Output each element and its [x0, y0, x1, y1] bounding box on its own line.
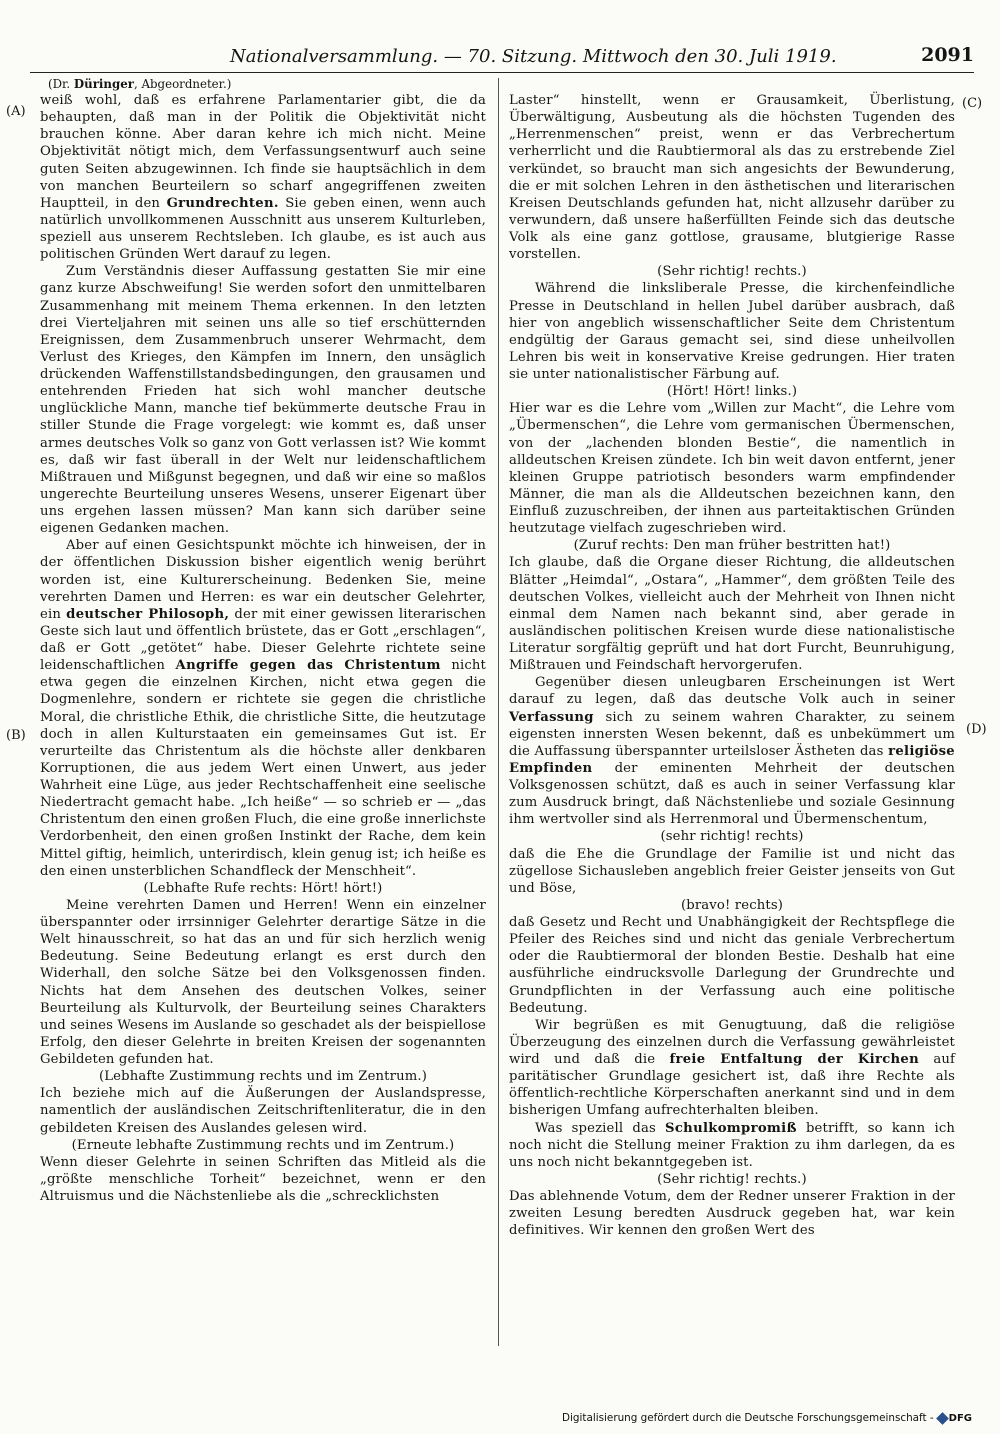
interjection [40, 1068, 486, 1085]
paragraph [40, 1154, 486, 1205]
paragraph [509, 92, 955, 263]
text-run: daß die Ehe die Grundlage der Familie ist und nicht das zügellose Sichausleben angeblich freier Geister jenseits von Gut und Böse, [509, 846, 955, 896]
column-divider [498, 78, 499, 1346]
running-title: Nationalversammlung. — 70. Sitzung. Mittwoch den 30. Juli 1919. [230, 46, 837, 67]
speaker-suffix: , Abgeordneter.) [133, 77, 232, 91]
text-run: (bravo! rechts) [680, 897, 784, 913]
paragraph [40, 537, 486, 880]
emphasized-text: deutscher Philosoph, [66, 606, 230, 622]
text-run: betrifft, so kann ich noch nicht die Stellung meiner Fraktion zu ihm darlegen, da es uns noch nicht bekanntgegeben ist. [509, 1120, 955, 1170]
text-run: Gegenüber diesen unleugbaren Erscheinungen ist Wert darauf zu legen, daß das deutsche Volk auch in seiner [509, 675, 955, 708]
text-run: Ich beziehe mich auf die Äußerungen der Auslandspresse, namentlich der ausländischen Zeitschriftenliteratur, die in den gebildeten Kreisen des Auslandes gelesen wird. [40, 1086, 486, 1136]
text-run: (Sehr richtig! rechts.) [657, 264, 807, 280]
text-run: Meine verehrten Damen und Herren! Wenn ein einzelner überspannter oder irrsinniger Gelehrter derartige Sätze in die Welt hinausschreit, so hat das an und für sich herzlich wenig Bedeutung. Seine Bedeutung erlangt es erst durch den Widerhall, den solche Sätze bei den Volksgenossen finden. Nichts hat dem Ansehen des deutschen Volkes, seiner Beurteilung als Kulturvolk, der Beurteilung seines Charakters und seines Wesens im Auslande so geschadet als der beispiellose Erfolg, den dieser Gelehrte in breiten Kreisen der sogenannten Gebildeten gefunden hat. [40, 897, 486, 1067]
text-run: auf paritätischer Grundlage gesichert ist, daß ihre Rechte als öffentlich-rechtliche Körperschaften anerkannt sind und in dem bisherigen Umfang aufrechterhalten bleiben. [509, 1052, 956, 1119]
interjection [509, 263, 955, 280]
dfg-logo-text: DFG [948, 1412, 972, 1424]
paragraph [40, 1085, 486, 1136]
interjection [509, 897, 955, 914]
interjection [509, 383, 955, 400]
dfg-logo [938, 1413, 972, 1424]
interjection [40, 880, 486, 897]
emphasized-text: Angriffe gegen das Christentum [175, 658, 441, 674]
left-column [40, 92, 486, 1205]
text-run: der eminenten Mehrheit der deutschen Volksgenossen schützt, daß es auch in seiner Verfassung klar zum Ausdruck bringt, daß Nächstenliebe und soziale Gesinnung ihm wertvoller sind als Herrenmoral und Übermenschentum, [509, 760, 955, 828]
text-run: Hier war es die Lehre vom „Willen zur Macht“, die Lehre vom „Übermenschen“, die Lehre vom germanischen Übermenschen, von der „lachenden blonden Bestie“, die namentlich in alldeutschen Kreisen zündete. Ich bin weit davon entfernt, jener kleinen Gruppe patriotisch besonders warm empfindender Männer, die man als die Alldeutschen bezeichnen kann, den Einfluß zuzuschreiben, der ihnen aus parteitaktischen Gründen heutzutage vielfach zugeschrieben wird. [509, 401, 955, 537]
text-run: Wenn dieser Gelehrte in seinen Schriften das Mitleid als die „größte menschliche Torheit“ bezeichnet, wenn er den Altruismus und die Nächstenliebe als die „schrecklichsten [40, 1154, 486, 1204]
text-run: weiß wohl, daß es erfahrene Parlamentarier gibt, die da behaupten, daß man in der Politik die Objektivität nicht brauchen könne. Aber daran kehre ich mich nicht. Meine Objektivität nötigt mich, dem Verfassungsentwurf auch seine guten Seiten abzugewinnen. Ich finde sie hauptsächlich in dem von manchen Beurteilern so scharf angegriffenen zweiten Hauptteil, in den [40, 93, 486, 211]
text-run: Was speziell das [535, 1120, 666, 1136]
text-run: der mit einer gewissen literarischen Geste sich laut und öffentlich brüstete, das er Gott „erschlagen“, daß er Gott „getötet“ habe. Dieser Gelehrte richtete seine leidenschaftlichen [40, 606, 486, 674]
speaker-prefix: (Dr. [48, 77, 74, 91]
margin-marker-c: (C) [962, 96, 983, 111]
speaker-name: Düringer [73, 77, 134, 91]
text-run: Wir begrüßen es mit Genugtuung, daß die religiöse Überzeugung des einzelnen durch die Verfassung gewährleistet wird und daß die [509, 1017, 955, 1067]
text-run: Sie geben einen, wenn auch natürlich unvollkommenen Ausschnitt aus unserem Kulturleben, speziell aus unserem Rechtsleben. Ich glaube, es ist auch aus politischen Gründen Wert darauf zu legen. [40, 195, 486, 263]
text-run: Aber auf einen Gesichtspunkt möchte ich hinweisen, der in der öffentlichen Diskussion bisher eigentlich wenig berührt worden ist, eine Kulturerscheinung. Bedenken Sie, meine verehrten Damen und Herren: es war ein deutscher Gelehrter, ein [40, 538, 486, 622]
text-run: Während die linksliberale Presse, die kirchenfeindliche Presse in Deutschland in hellen Jubel darüber ausbrach, daß hier von angeblich wissenschaftlicher Seite dem Christentum endgültig der Garaus gemacht sei, sind diese unheilvollen Lehren bis weit in konservative Kreise gedrungen. Hier traten sie unter nationalistischer Färbung auf. [509, 281, 955, 382]
paragraph [509, 846, 955, 897]
paragraph [509, 1188, 955, 1239]
interjection [40, 1137, 486, 1154]
paragraph [509, 1120, 955, 1171]
text-run: Das ablehnende Votum, dem der Redner unserer Fraktion in der zweiten Lesung beredten Ausdruck gegeben hat, war kein definitives. Wir kennen den großen Wert des [509, 1189, 955, 1239]
text-run: (Hört! Hört! links.) [666, 384, 798, 400]
paragraph [40, 897, 486, 1068]
text-run: (Zuruf rechts: Den man früher bestritten hat!) [573, 538, 891, 554]
margin-marker-b: (B) [6, 728, 26, 743]
text-run: (Erneute lebhafte Zustimmung rechts und im Zentrum.) [71, 1137, 455, 1153]
interjection [509, 1171, 955, 1188]
emphasized-text: religiöse Empfinden [509, 743, 955, 776]
paragraph [40, 92, 486, 263]
paragraph [509, 554, 955, 674]
paragraph [509, 914, 955, 1017]
digitization-footer [562, 1412, 972, 1424]
paragraph [509, 400, 955, 537]
paragraph [40, 263, 486, 537]
text-run: Ich glaube, daß die Organe dieser Richtung, die alldeutschen Blätter „Heimdal“, „Ostara“, „Hammer“, dem größten Teile des deutschen Volkes, vielleicht auch der Mehrheit von Ihnen nicht einmal dem Namen nach bekannt sind, aber gerade in ausländischen politischen Kreisen wurde diese nationalistische Literatur sorgfältig geprüft und hat dort Furcht, Beunruhigung, Mißtrauen und Feindschaft hervorgerufen. [509, 555, 955, 674]
dfg-logo-icon [936, 1412, 949, 1425]
emphasized-text: Grundrechten. [166, 195, 279, 211]
paragraph [509, 1017, 955, 1120]
emphasized-text: Verfassung [509, 709, 594, 725]
interjection [509, 828, 955, 845]
text-run: (Lebhafte Zustimmung rechts und im Zentrum.) [98, 1069, 428, 1085]
text-run: sich zu seinem wahren Charakter, zu seinem eigensten innersten Wesen bekennt, daß es unbekümmert um die Auffassung überspannter urteilsloser Ästheten das [509, 709, 955, 759]
paragraph [509, 280, 955, 383]
page-number: 2091 [921, 44, 974, 66]
margin-marker-d: (D) [966, 722, 987, 737]
speaker-line [48, 76, 231, 92]
right-column [509, 92, 955, 1239]
text-run: (sehr richtig! rechts) [660, 829, 804, 845]
paragraph [509, 674, 955, 828]
text-run: Laster“ hinstellt, wenn er Grausamkeit, Überlistung, Überwältigung, Ausbeutung als die höchsten Tugenden des „Herrenmenschen“ preist, wenn er das Verbrechertum verherrlicht und die Raubtiermoral als das zu erstrebende Ziel verkündet, so braucht man sich angesichts der Bewunderung, die er mit solchen Lehren in den ästhetischen und literarischen Kreisen Deutschlands gefunden hat, nicht allzusehr darüber zu verwundern, daß unsere haßerfüllten Feinde sich das deutsche Volk als eine ganz gottlose, grausame, blutgierige Rasse vorstellen. [509, 93, 955, 263]
emphasized-text: freie Entfaltung der Kirchen [669, 1052, 919, 1067]
text-run: daß Gesetz und Recht und Unabhängigkeit der Rechtspflege die Pfeiler des Reiches sind und nicht das geniale Verbrechertum oder die Raubtiermoral der blonden Bestie. Deshalb hat eine ausführliche eindrucksvolle Darlegung der Grundrechte und Grundpflichten in der Verfassung auch eine politische Bedeutung. [509, 915, 955, 1016]
text-run: nicht etwa gegen die einzelnen Kirchen, nicht etwa gegen die Dogmenlehre, sondern er richtete sie gegen die christliche Moral, die christliche Ethik, die christliche Sitte, die heutzutage doch in allen Kulturstaaten ein gemeinsames Gut ist. Er verurteilte das Christentum als die höchste aller denkbaren Korruptionen, die aus jedem Wert einen Unwert, aus jeder Wahrheit eine Lüge, aus jeder Rechtschaffenheit eine seelische Niedertracht gemacht habe. „Ich heiße“ — so schrieb er — „das Christentum den einen großen Fluch, die eine große innerlichste Verdorbenheit, den einen großen Instinkt der Rache, dem kein Mittel giftig, heimlich, unterirdisch, klein genug ist; ich heiße es den einen unsterblichen Schandfleck der Menschheit“. [40, 658, 486, 879]
page-header [30, 44, 974, 73]
text-run: (Sehr richtig! rechts.) [657, 1171, 807, 1187]
emphasized-text: Schulkompromiß [665, 1120, 797, 1136]
footer-text: Digitalisierung gefördert durch die Deutsche Forschungsgemeinschaft - [562, 1412, 934, 1424]
margin-marker-a: (A) [6, 104, 26, 119]
interjection [509, 537, 955, 554]
text-run: (Lebhafte Rufe rechts: Hört! hört!) [143, 880, 383, 896]
text-run: Zum Verständnis dieser Auffassung gestatten Sie mir eine ganz kurze Abschweifung! Sie werden sofort den unmittelbaren Zusammenhang mit meinem Thema erkennen. In den letzten drei Vierteljahren mit seinen uns alle so tief erschütternden Ereignissen, dem Zusammenbruch unserer Wehrmacht, dem Verlust des Krieges, den Kämpfen im Innern, den unsäglich drückenden Waffenstillstandsbedingungen, den grausamen und entehrenden Frieden hat sich wohl mancher deutsche unglückliche Mann, manche tief bekümmerte deutsche Frau in stiller Stunde die Frage vorgelegt: wie kommt es, daß unser armes deutsches Volk so ganz von Gott verlassen ist? Wie kommt es, daß wir fast überall in der Welt nur leidenschaftlichem Mißtrauen und Mißgunst begegnen, und daß wir eine so maßlos ungerechte Beurteilung unseres Wesens, unserer Eigenart über uns ergehen lassen müssen? Man kann sich darüber seine eigenen Gedanken machen. [40, 264, 486, 537]
